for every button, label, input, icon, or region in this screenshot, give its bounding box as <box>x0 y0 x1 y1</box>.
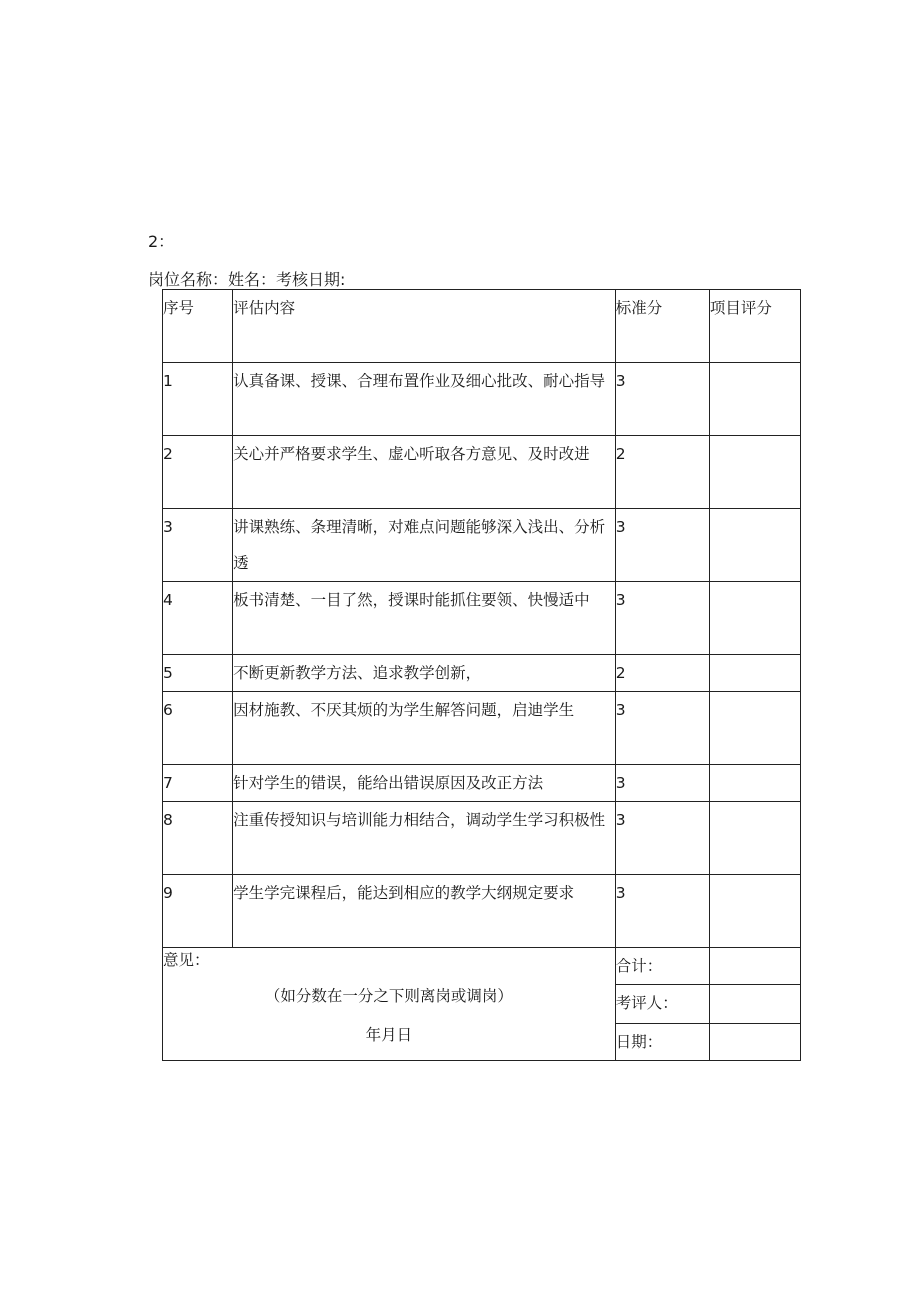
row-standard: 3 <box>615 802 709 875</box>
row-content: 学生学完课程后，能达到相应的教学大纲规定要求 <box>233 875 616 948</box>
row-no: 3 <box>163 509 233 582</box>
table-header-row <box>163 290 801 363</box>
row-content: 不断更新教学方法、追求教学创新， <box>233 655 616 692</box>
row-no: 1 <box>163 363 233 436</box>
row-content: 注重传授知识与培训能力相结合，调动学生学习积极性 <box>233 802 616 875</box>
row-no: 2 <box>163 436 233 509</box>
table-row <box>163 436 801 509</box>
row-no: 6 <box>163 692 233 765</box>
row-score[interactable] <box>709 875 800 948</box>
row-no: 7 <box>163 765 233 802</box>
table-row <box>163 875 801 948</box>
row-standard: 2 <box>615 655 709 692</box>
row-standard: 3 <box>615 692 709 765</box>
row-content: 因材施教、不厌其烦的为学生解答问题，启迪学生 <box>233 692 616 765</box>
table-row <box>163 765 801 802</box>
header-standard: 标准分 <box>615 290 709 363</box>
row-standard: 3 <box>615 509 709 582</box>
table-row <box>163 802 801 875</box>
total-label: 合计： <box>615 948 709 985</box>
row-content: 关心并严格要求学生、虚心听取各方意见、及时改进 <box>233 436 616 509</box>
table-row <box>163 582 801 655</box>
row-no: 8 <box>163 802 233 875</box>
header-content: 评估内容 <box>233 290 616 363</box>
row-score[interactable] <box>709 655 800 692</box>
row-standard: 3 <box>615 875 709 948</box>
row-standard: 3 <box>615 765 709 802</box>
row-no: 5 <box>163 655 233 692</box>
row-score[interactable] <box>709 802 800 875</box>
row-score[interactable] <box>709 765 800 802</box>
evaluation-table <box>162 289 801 1061</box>
row-content: 针对学生的错误，能给出错误原因及改正方法 <box>233 765 616 802</box>
row-standard: 3 <box>615 363 709 436</box>
row-score[interactable] <box>709 509 800 582</box>
row-score[interactable] <box>709 436 800 509</box>
total-value[interactable] <box>709 948 800 985</box>
reviewer-label: 考评人： <box>615 985 709 1024</box>
table-row <box>163 692 801 765</box>
row-standard: 2 <box>615 436 709 509</box>
row-score[interactable] <box>709 692 800 765</box>
reviewer-value[interactable] <box>709 985 800 1024</box>
row-score[interactable] <box>709 363 800 436</box>
opinion-cell[interactable] <box>163 948 616 1061</box>
header-no: 序号 <box>163 290 233 363</box>
form-header-line: 岗位名称：姓名：考核日期: <box>148 270 346 289</box>
row-content: 讲课熟练、条理清晰，对难点问题能够深入浅出、分析透 <box>233 509 616 582</box>
table-row <box>163 509 801 582</box>
row-no: 9 <box>163 875 233 948</box>
table-row <box>163 655 801 692</box>
opinion-note: （如分数在一分之下则离岗或调岗） <box>264 987 513 1005</box>
row-standard: 3 <box>615 582 709 655</box>
row-no: 4 <box>163 582 233 655</box>
footer-row-total <box>163 948 801 985</box>
section-number: 2： <box>148 232 175 251</box>
opinion-date-line: 年月日 <box>365 1026 413 1044</box>
opinion-label: 意见： <box>163 951 210 969</box>
date-label: 日期： <box>615 1024 709 1061</box>
header-score: 项目评分 <box>709 290 800 363</box>
row-content: 认真备课、授课、合理布置作业及细心批改、耐心指导 <box>233 363 616 436</box>
row-score[interactable] <box>709 582 800 655</box>
date-value[interactable] <box>709 1024 800 1061</box>
row-content: 板书清楚、一目了然，授课时能抓住要领、快慢适中 <box>233 582 616 655</box>
table-row <box>163 363 801 436</box>
